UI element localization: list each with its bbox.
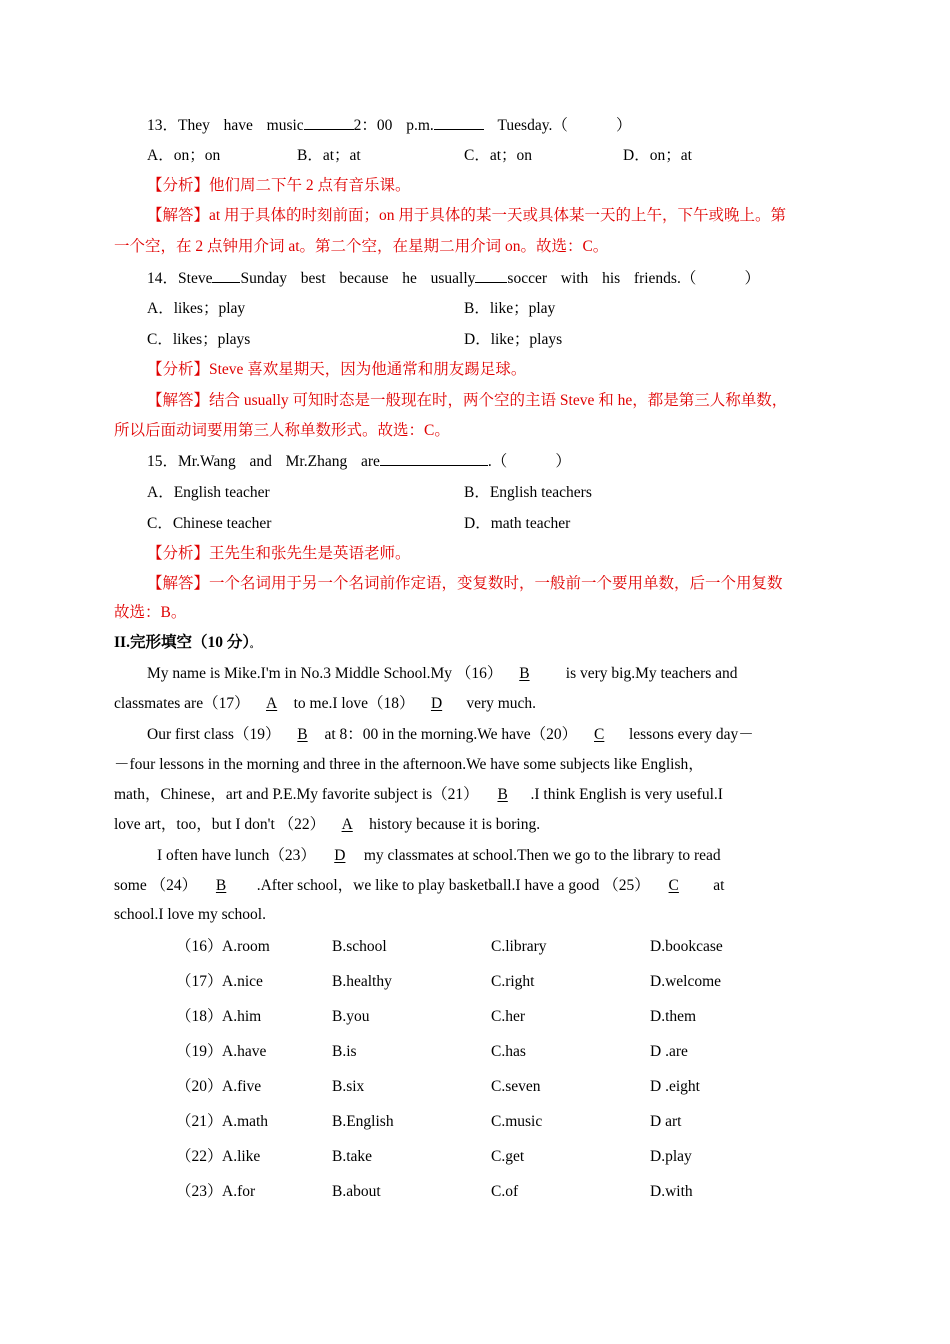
option-b: B．like；play bbox=[464, 300, 556, 317]
passage-line: Our first class（19） B at 8：00 in the morning.We have（20） C lessons every day－ bbox=[147, 726, 754, 743]
analysis-text: 【分析】王先生和张先生是英语老师。 bbox=[147, 545, 411, 562]
filled-answer-17: A bbox=[265, 695, 278, 712]
question-15: 15．Mr.Wang and Mr.Zhang are .（ ） bbox=[147, 453, 571, 470]
option-d: D．on；at bbox=[623, 147, 692, 164]
answer-text: 【解答】结合 usually 可知时态是一般现在时，两个空的主语 Steve 和 he，都是第三人称单数， bbox=[147, 392, 788, 409]
question-number: 13． bbox=[147, 117, 179, 134]
question-number: 14． bbox=[147, 270, 179, 287]
section-title: II.完形填空（10 分）。 bbox=[114, 634, 259, 651]
analysis-text: 【分析】Steve 喜欢星期天，因为他通常和朋友踢足球。 bbox=[147, 361, 527, 378]
option-a: A．on；on bbox=[147, 147, 221, 164]
passage-line: school.I love my school. bbox=[114, 906, 266, 923]
analysis-text: 【分析】他们周二下午 2 点有音乐课。 bbox=[147, 177, 411, 194]
filled-answer-20: C bbox=[594, 726, 605, 743]
passage-line: －four lessons in the morning and three in the afternoon.We have some subjects like English， bbox=[114, 756, 704, 773]
filled-answer-22: A bbox=[341, 816, 353, 833]
option-c: C．Chinese teacher bbox=[147, 515, 272, 532]
option-a: A．English teacher bbox=[147, 484, 270, 501]
passage-line: My name is Mike.I'm in No.3 Middle School.My （16） B is very big.My teachers and bbox=[147, 665, 738, 682]
answer-blank bbox=[434, 115, 484, 130]
option-d: D．math teacher bbox=[464, 515, 571, 532]
question-13: 13．They have music 2：00 p.m. Tuesday.（ ） bbox=[147, 117, 632, 134]
answer-blank bbox=[475, 268, 507, 283]
option-b: B．English teachers bbox=[464, 484, 592, 501]
answer-blank bbox=[212, 268, 240, 283]
filled-answer-25: C bbox=[668, 877, 679, 894]
answer-text-cont: 故选：B。 bbox=[114, 604, 187, 621]
option-c: C．likes；plays bbox=[147, 331, 251, 348]
answer-blank bbox=[304, 115, 354, 130]
filled-answer-24: B bbox=[215, 877, 227, 894]
answer-text-cont: 一个空，在 2 点钟用介词 at。第二个空，在星期二用介词 on。故选：C。 bbox=[114, 238, 609, 255]
answer-text: 【解答】at 用于具体的时刻前面；on 用于具体的某一天或具体某一天的上午，下午或晚上。第 bbox=[147, 207, 786, 224]
question-number: 15． bbox=[147, 453, 179, 470]
passage-line: math，Chinese，art and P.E.My favorite subject is（21） B .I think English is very useful.I bbox=[114, 786, 723, 803]
answer-text: 【解答】一个名词用于另一个名词前作定语，变复数时，一般前一个要用单数，后一个用复数 bbox=[147, 575, 783, 592]
passage-line: I often have lunch（23） D my classmates at school.Then we go to the library to read bbox=[157, 847, 721, 864]
question-14: 14．Steve Sunday best because he usually soccer with his friends.（ ） bbox=[147, 270, 760, 287]
filled-answer-23: D bbox=[334, 847, 346, 864]
option-b: B．at；at bbox=[297, 147, 361, 164]
filled-answer-18: D bbox=[430, 695, 443, 712]
answer-blank bbox=[380, 451, 488, 466]
passage-line: love art，too，but I don't （22） A history because it is boring. bbox=[114, 816, 541, 833]
passage-line: classmates are（17） A to me.I love（18） D very much. bbox=[114, 695, 537, 712]
filled-answer-16: B bbox=[519, 665, 530, 682]
option-a: A．likes；play bbox=[147, 300, 246, 317]
passage-line: some （24） B .After school，we like to play basketball.I have a good （25） C at bbox=[114, 877, 725, 894]
option-c: C．at；on bbox=[464, 147, 533, 164]
document-page: 13．They have music 2：00 p.m. Tuesday.（ ） A．on；on B．at；at C．at；on D．on；at 【分析】他们周二下午 2 点有音乐课。 【解答】at 用于具体的时刻前面；on 用于具体的某一天或具体某一天的上午，下午或晚上。第 一个空，在 2 点钟用介词 at。第二个空，在星期二用介词 on。故选：C。 14．Steve Sunday best because he usually soccer with his friends.（ ） A．likes；play B．like；play C．likes；plays D．like；plays 【分析】Steve 喜欢星期天，因为他通常和朋友踢足球。 【解答】结合 usually 可知时态是一般现在时，两个空的主语 Steve 和 he，都是第三人称单数， 所以后面动词要用第三人称单数形式。故选：C。 15．Mr.Wang and Mr.Zhang are .（ ） A．English teacher B．English teachers C．Chinese teacher D．math teacher 【分析】王先生和张先生是英语老师。 【解答】一个名词用于另一个名词前作定语，变复数时，一般前一个要用单数，后一个用复数 故选：B。 II.完形填空（10 分）。 My name is Mike.I'm in No.3 Middle School.My （16） B is very big.My teachers and classmates are（17） A to me.I love（18） D very much. Our first class（19） B at 8：00 in the morning.We have（20） C lessons every day－ －four lessons in the morning and three in the afternoon.We have some subjects like English， math，Chinese，art and P.E.My favorite subject is（21） B .I think English is very useful.I love art，too，but I don't （22） A history because it is boring. I often have lunch（23） D my classmates at school.Then we go to the library to read some （24） B .After school，we like to play basketball.I have a good （25） C at school.I love my school. （16） A.room B.school C.library D.bookcase （17） A.nice B.healthy C.right D.welcome （18） A.him B.you C.her D.them （19） A.have B.is C.has D .are （20） A.five B.six C.seven D .eight （21） A.math B.English C.music D art （22） A.like B.take C.get D.play （23） A.for B.about C.of D.with bbox=[0, 0, 950, 1344]
option-d: D．like；plays bbox=[464, 331, 563, 348]
filled-answer-21: B bbox=[497, 786, 508, 803]
answer-text-cont: 所以后面动词要用第三人称单数形式。故选：C。 bbox=[114, 422, 450, 439]
filled-answer-19: B bbox=[297, 726, 308, 743]
